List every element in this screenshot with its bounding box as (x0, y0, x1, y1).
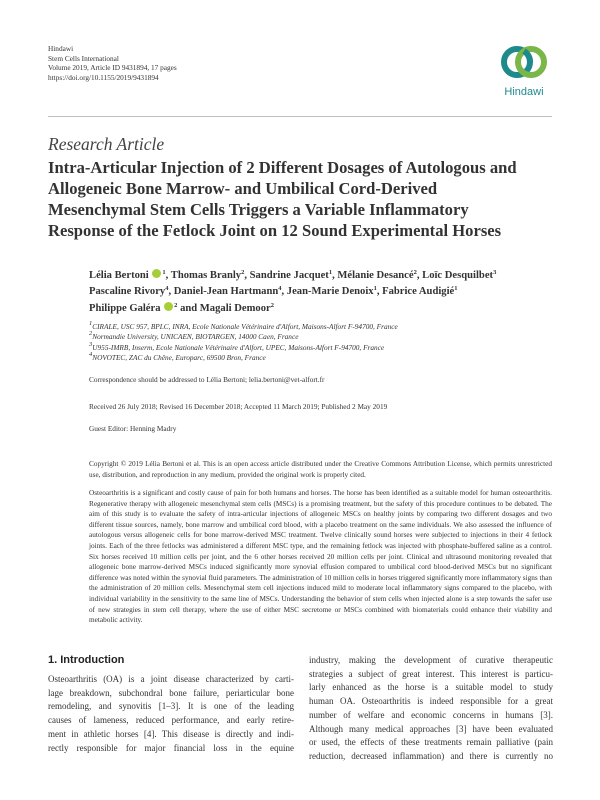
publisher-name: Hindawi (48, 44, 74, 53)
author-name[interactable]: Jean-Marie Denoix (286, 286, 374, 298)
intro-column-left (48, 673, 294, 755)
body-line: causes of lameness, reduced performance, and early retire- (48, 715, 294, 726)
author-name[interactable]: Lélia Bertoni (89, 270, 149, 281)
body-line: or used, the effects of these treatments remain palliative (pain (309, 737, 553, 748)
author-name[interactable]: Fabrice Audigié (382, 286, 455, 298)
affiliation: $^2$Normandie University, UNICAEN, BIOTARGEN, 14000 Caen, France (89, 330, 299, 342)
author-name[interactable]: Pascaline Rivory (89, 286, 166, 298)
body-line: larly enhanced as the horse is a suitable model to study (309, 682, 553, 693)
author-name[interactable]: Daniel-Jean Hartmann (173, 286, 279, 298)
affiliation: $^3$U955-IMRB, Inserm, Ecole Nationale Vétérinaire d'Alfort, UPEC, Maisons-Alfort F-94700, France (89, 340, 385, 352)
body-line: reduction, decreased inflammation) and there is currently no (309, 750, 553, 761)
correspondence: Correspondence should be addressed to Lélia Bertoni; lelia.bertoni@vet-alfort.fr (89, 375, 325, 384)
affiliation: $^4$NOVOTEC, ZAC du Chêne, Europarc, 69500 Bron, France (89, 351, 266, 363)
volume-info: Volume 2019, Article ID 9431894, 17 pages (48, 63, 177, 73)
intro-column-right (309, 654, 553, 764)
affiliation: $^1$CIRALE, USC 957, BPLC, INRA, Ecole Nationale Vétérinaire d'Alfort, Maisons-Alfort F-94700, France (89, 320, 398, 331)
author-name[interactable]: Thomas Branly (170, 270, 242, 281)
logo-mark-icon (496, 40, 552, 86)
affiliations (89, 322, 398, 364)
author-name[interactable]: and Magali Demoor (180, 302, 271, 314)
hindawi-logo (496, 40, 552, 102)
body-line: number of welfare and economic concerns in humans [3]. (309, 709, 553, 720)
author-line: Pascaline Rivory$^4$, Daniel-Jean Hartmann$^4$, Jean-Marie Denoix$^1$, Fabrice Audigié$^1$ (89, 285, 458, 298)
body-line: Although many medical approaches [3] have been evaluated (309, 723, 553, 734)
title-line: Response of the Fetlock Joint on 12 Sound Experimental Horses (48, 221, 502, 240)
title-line: Mesenchymal Stem Cells Triggers a Variable Inflammatory (48, 200, 469, 219)
author-line: Philippe Galéra $^2$ and Magali Demoor$^2$ (89, 301, 274, 314)
author-name[interactable]: Philippe Galéra (89, 302, 161, 314)
author-line: Lélia Bertoni $^1$, Thomas Branly$^2$, Sandrine Jacquet$^1$, Mélanie Desancé$^2$, Loïc Desquilbet$^3$ (89, 269, 497, 281)
journal-name: Stem Cells International (48, 53, 119, 63)
body-line: human OA. Osteoarthritis is indeed responsible for a great (309, 696, 553, 707)
article-dates: Received 26 July 2018; Revised 16 December 2018; Accepted 11 March 2019; Published 2 May 2019 (89, 402, 388, 411)
logo-wordmark: Hindawi (504, 86, 544, 98)
body-line: rectly responsible for major financial loss in the equine (48, 742, 294, 753)
author-name[interactable]: Mélanie Desancé (337, 270, 414, 281)
author-name[interactable]: Sandrine Jacquet (249, 270, 329, 281)
title-line: Intra-Articular Injection of 2 Different Dosages of Autologous and (48, 158, 517, 177)
orcid-icon[interactable] (164, 302, 173, 311)
author-name[interactable]: Loïc Desquilbet (422, 270, 494, 281)
orcid-icon[interactable] (152, 269, 161, 278)
doi-link[interactable]: https://doi.org/10.1155/2019/9431894 (48, 72, 159, 82)
body-line: remodeling, and synovitis [1–3]. It is one of the leading (48, 701, 294, 712)
body-line: industry, making the development of curative therapeutic (309, 655, 553, 665)
body-line: ment in athletic horses [4]. This disease is directly and indi- (48, 728, 294, 739)
article-type: Research Article (48, 134, 165, 154)
body-line: strategies a subject of great interest. This interest is particu- (309, 668, 553, 679)
header-divider (48, 116, 552, 117)
body-line: Osteoarthritis (OA) is a joint disease characterized by carti- (48, 674, 294, 684)
journal-header (48, 44, 177, 82)
section-heading: 1. Introduction (48, 654, 125, 666)
guest-editor: Guest Editor: Henning Madry (89, 424, 177, 433)
copyright-notice: Copyright © 2019 Lélia Bertoni et al. This is an open access article distributed under the Creative Commons Attribution License, which permits unrestricted use, distribution, and reproduction in any medium, provided the original work is properly cited. (89, 460, 552, 479)
author-list (89, 268, 559, 317)
article-title (48, 157, 568, 241)
title-line: Allogeneic Bone Marrow- and Umbilical Cord-Derived (48, 179, 438, 198)
body-line: lage breakdown, subchondral bone failure, periarticular bone (48, 687, 294, 698)
abstract: Osteoarthritis is a significant and costly cause of pain for both humans and horses. The horse has been identified as a suitable model for human osteoarthritis. Regenerative therapy with allogeneic mesenchymal stem cells (MSCs) is a promising treatment, but the safety of this procedure continues to be debated. The aim of this study is to evaluate the safety of intra-articular injections of allogeneic MSCs on healthy joints by comparing two different dosages and two different tissue sources, namely, bone marrow and umbilical cord blood, with a placebo treatment on the same individuals. We also assessed the influence of autologous versus allogeneic cells for bone marrow-derived MSC treatment. Twelve clinically sound horses were subjected to injections in their 4 fetlock joints. Each of the three fetlocks was administered a different MSC type, and the remaining fetlock was injected with phosphate-buffered saline as a control. Six horses received 10 million cells per joint, and the 6 other horses received 20 million cells per joint. Clinical and ultrasound monitoring revealed that allogeneic bone marrow-derived MSCs induced significantly more synovial effusion compared to umbilical cord blood-derived MSCs but no significant difference was noted within the synovial fluid parameters. The administration of 10 million cells in horses triggered significantly more inflammatory signs than the administration of 20 million cells. Mesenchymal stem cell injections induced mild to moderate local inflammatory signs compared to the placebo, with individual variability in the sensitivity to the same line of MSCs. Understanding the behavior of stem cells when injected alone is a step towards the safer use of new strategies in stem cell therapy, where the use of either MSC secretome or MSCs combined with biomaterials could enhance their viability and metabolic activity. (89, 489, 552, 625)
